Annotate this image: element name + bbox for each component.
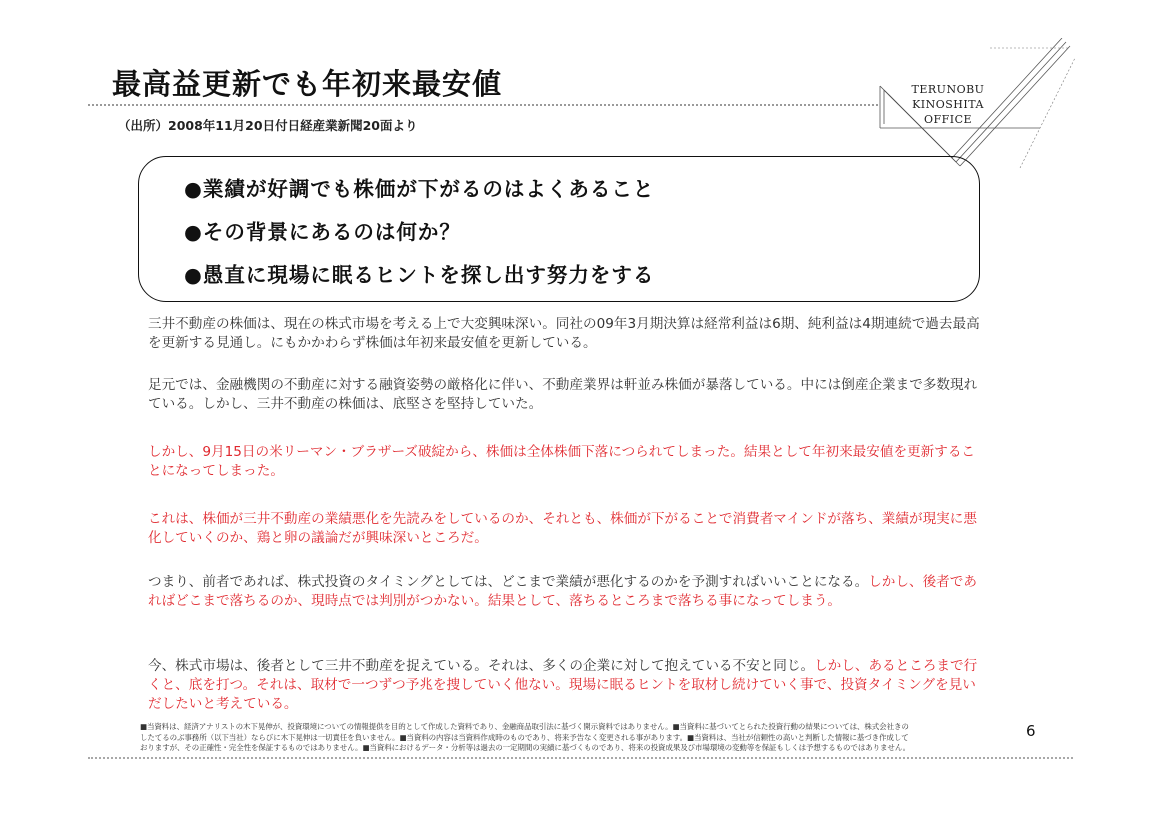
paragraph-6 [148,657,988,714]
title-divider [88,104,878,106]
paragraph-6-text: 今、株式市場は、後者として三井不動産を捉えている。それは、多くの企業に対して抱えている不安と同じ。 [148,658,815,674]
disclaimer-line-2: したてるのぶ事務所（以下当社）ならびに木下晃伸は一切責任を負いません。■当資料の内容は当資料作成時のものであり、将来予告なく変更される事があります。■当資料は、当社が信頼性の高いと判断した情報に基づき作成して [140,732,909,742]
paragraph-5-text: つまり、前者であれば、株式投資のタイミングとしては、どこまで業績が悪化するのかを予測すればいいことになる。 [148,574,869,590]
office-logo [908,82,988,127]
disclaimer [140,722,1000,754]
paragraph-2: 足元では、金融機関の不動産に対する融資姿勢の厳格化に伴い、不動産業界は軒並み株価が暴落している。中には倒産企業まで多数現れている。しかし、三井不動産の株価は、底堅さを堅持していた。 [148,377,978,412]
source-note: （出所）2008年11月20日付日経産業新聞20面より [118,118,418,133]
key-point-1: ●業績が好調でも株価が下がるのはよくあること [184,177,655,201]
key-point-2: ●その背景にあるのは何か？ [184,220,461,244]
paragraph-3: しかし、9月15日の米リーマン・ブラザーズ破綻から、株価は全体株価下落につられてしまった。結果として年初来最安値を更新することになってしまった。 [148,444,976,479]
disclaimer-line-1: ■当資料は、経済アナリストの木下晃伸が、投資環境についての情報提供を目的として作成した資料であり、金融商品取引法に基づく開示資料ではありません。■当資料に基づいてとられた投資行動の結果については、株式会社きの [140,722,909,731]
logo-line-2: KINOSHITA [912,98,984,111]
footer-divider [88,757,1073,759]
paragraph-4: これは、株価が三井不動産の業績悪化を先読みをしているのか、それとも、株価が下がることで消費者マインドが落ち、業績が現実に悪化していくのか、鶏と卵の議論だが興味深いところだ。 [148,511,977,546]
disclaimer-line-3: おりますが、その正確性・完全性を保証するものではありません。■当資料におけるデータ・分析等は過去の一定期間の実績に基づくものであり、将来の投資成果及び市場環境の変動等を保証もしくは予想するものではありません。 [140,743,911,752]
paragraph-1: 三井不動産の株価は、現在の株式市場を考える上で大変興味深い。同社の09年3月期決算は経常利益は6期、純利益は4期連続で過去最高を更新する見通し。にもかかわらず株価は年初来最安値を更新している。 [148,316,980,351]
page-number: 6 [1026,722,1036,740]
logo-line-3: OFFICE [923,113,973,126]
page-title: 最高益更新でも年初来最安値 [112,67,503,101]
paragraph-6-highlight: しかし、あるところまで行くと、底を打つ。それは、取材で一つずつ予兆を捜していく他ない。現場に眠るヒントを取材し続けていく事で、投資タイミングを見いだしたいと考えている。 [148,658,978,712]
key-point-3: ●愚直に現場に眠るヒントを探し出す努力をする [184,263,655,287]
paragraph-5 [148,573,988,611]
paragraph-5-highlight: しかし、後者であればどこまで落ちるのか、現時点では判別がつかない。結果として、落ちるところまで落ちる事になってしまう。 [148,574,977,609]
logo-line-1: TERUNOBU [911,83,985,96]
